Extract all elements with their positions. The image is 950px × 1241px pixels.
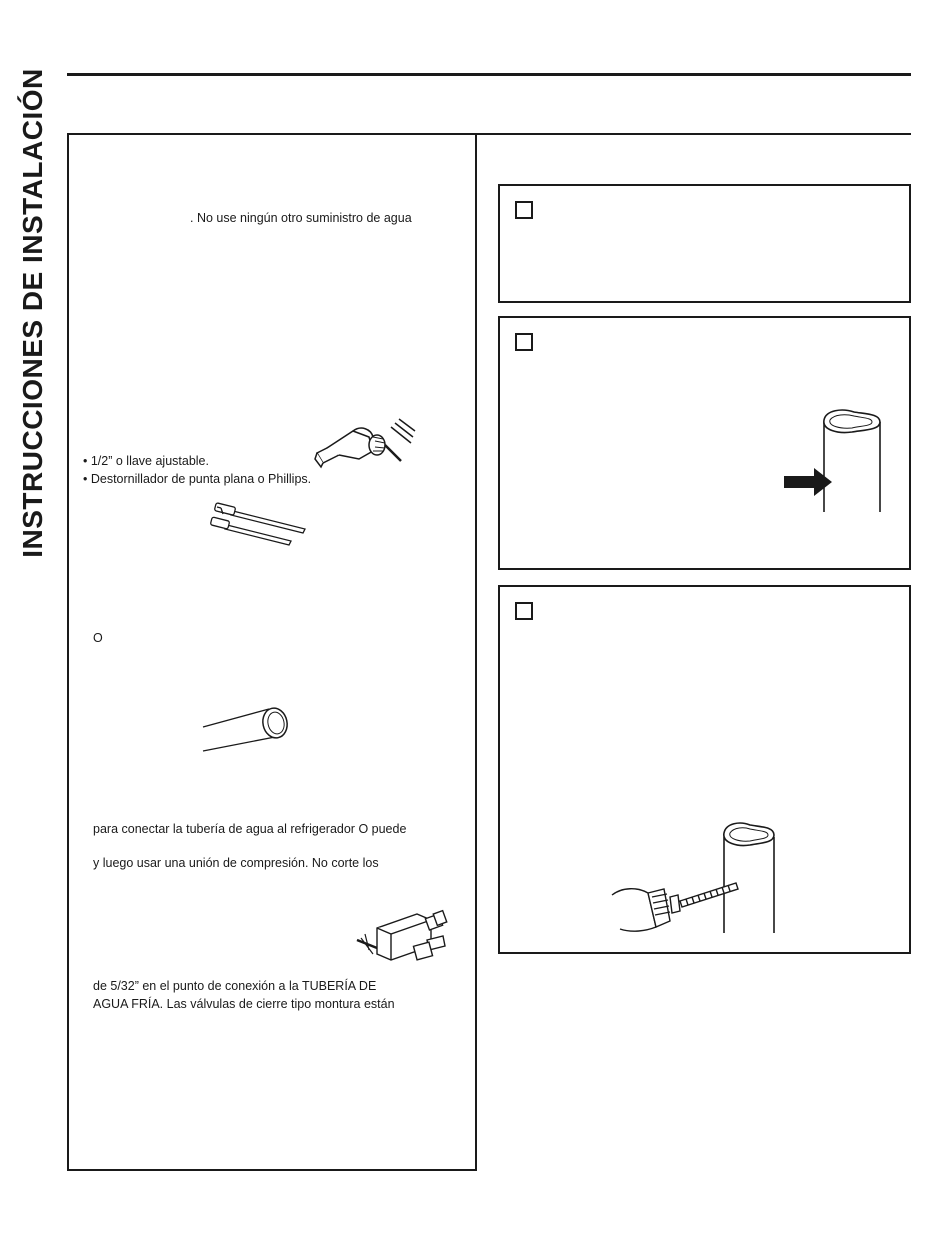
side-title-text: INSTRUCCIONES DE INSTALACIÓN [17, 68, 48, 558]
saddle-valve-icon [355, 910, 455, 970]
step-box-1 [498, 184, 911, 303]
connect-text: para conectar la tubería de agua al refrigerador O puede [93, 822, 407, 836]
water-supply-text: . No use ningún otro suministro de agua [190, 211, 412, 225]
side-title [18, 38, 48, 588]
step-checkbox-3[interactable] [515, 602, 533, 620]
pipe-drilling-icon [612, 817, 782, 937]
drill-icon [313, 415, 417, 473]
saddle-text-2: AGUA FRÍA. Las válvulas de cierre tipo montura están [93, 997, 395, 1011]
step-checkbox-2[interactable] [515, 333, 533, 351]
step-box-2 [498, 316, 911, 570]
tube-fittings-icon [211, 505, 307, 545]
tool-wrench: • 1/2” o llave ajustable. [83, 454, 209, 468]
step-box-3 [498, 585, 911, 954]
or-label: O [93, 631, 103, 645]
right-column-rule [477, 133, 911, 135]
left-panel [67, 133, 477, 1171]
header-rule [67, 73, 911, 76]
copper-tubing-icon [201, 705, 293, 755]
tool-screwdriver: • Destornillador de punta plana o Phillips. [83, 472, 312, 486]
compression-text: y luego usar una unión de compresión. No corte los [93, 856, 379, 870]
pipe-with-arrow-icon [784, 406, 884, 516]
saddle-text-1: de 5/32” en el punto de conexión a la TUBERÍA DE [93, 979, 377, 993]
step-checkbox-1[interactable] [515, 201, 533, 219]
